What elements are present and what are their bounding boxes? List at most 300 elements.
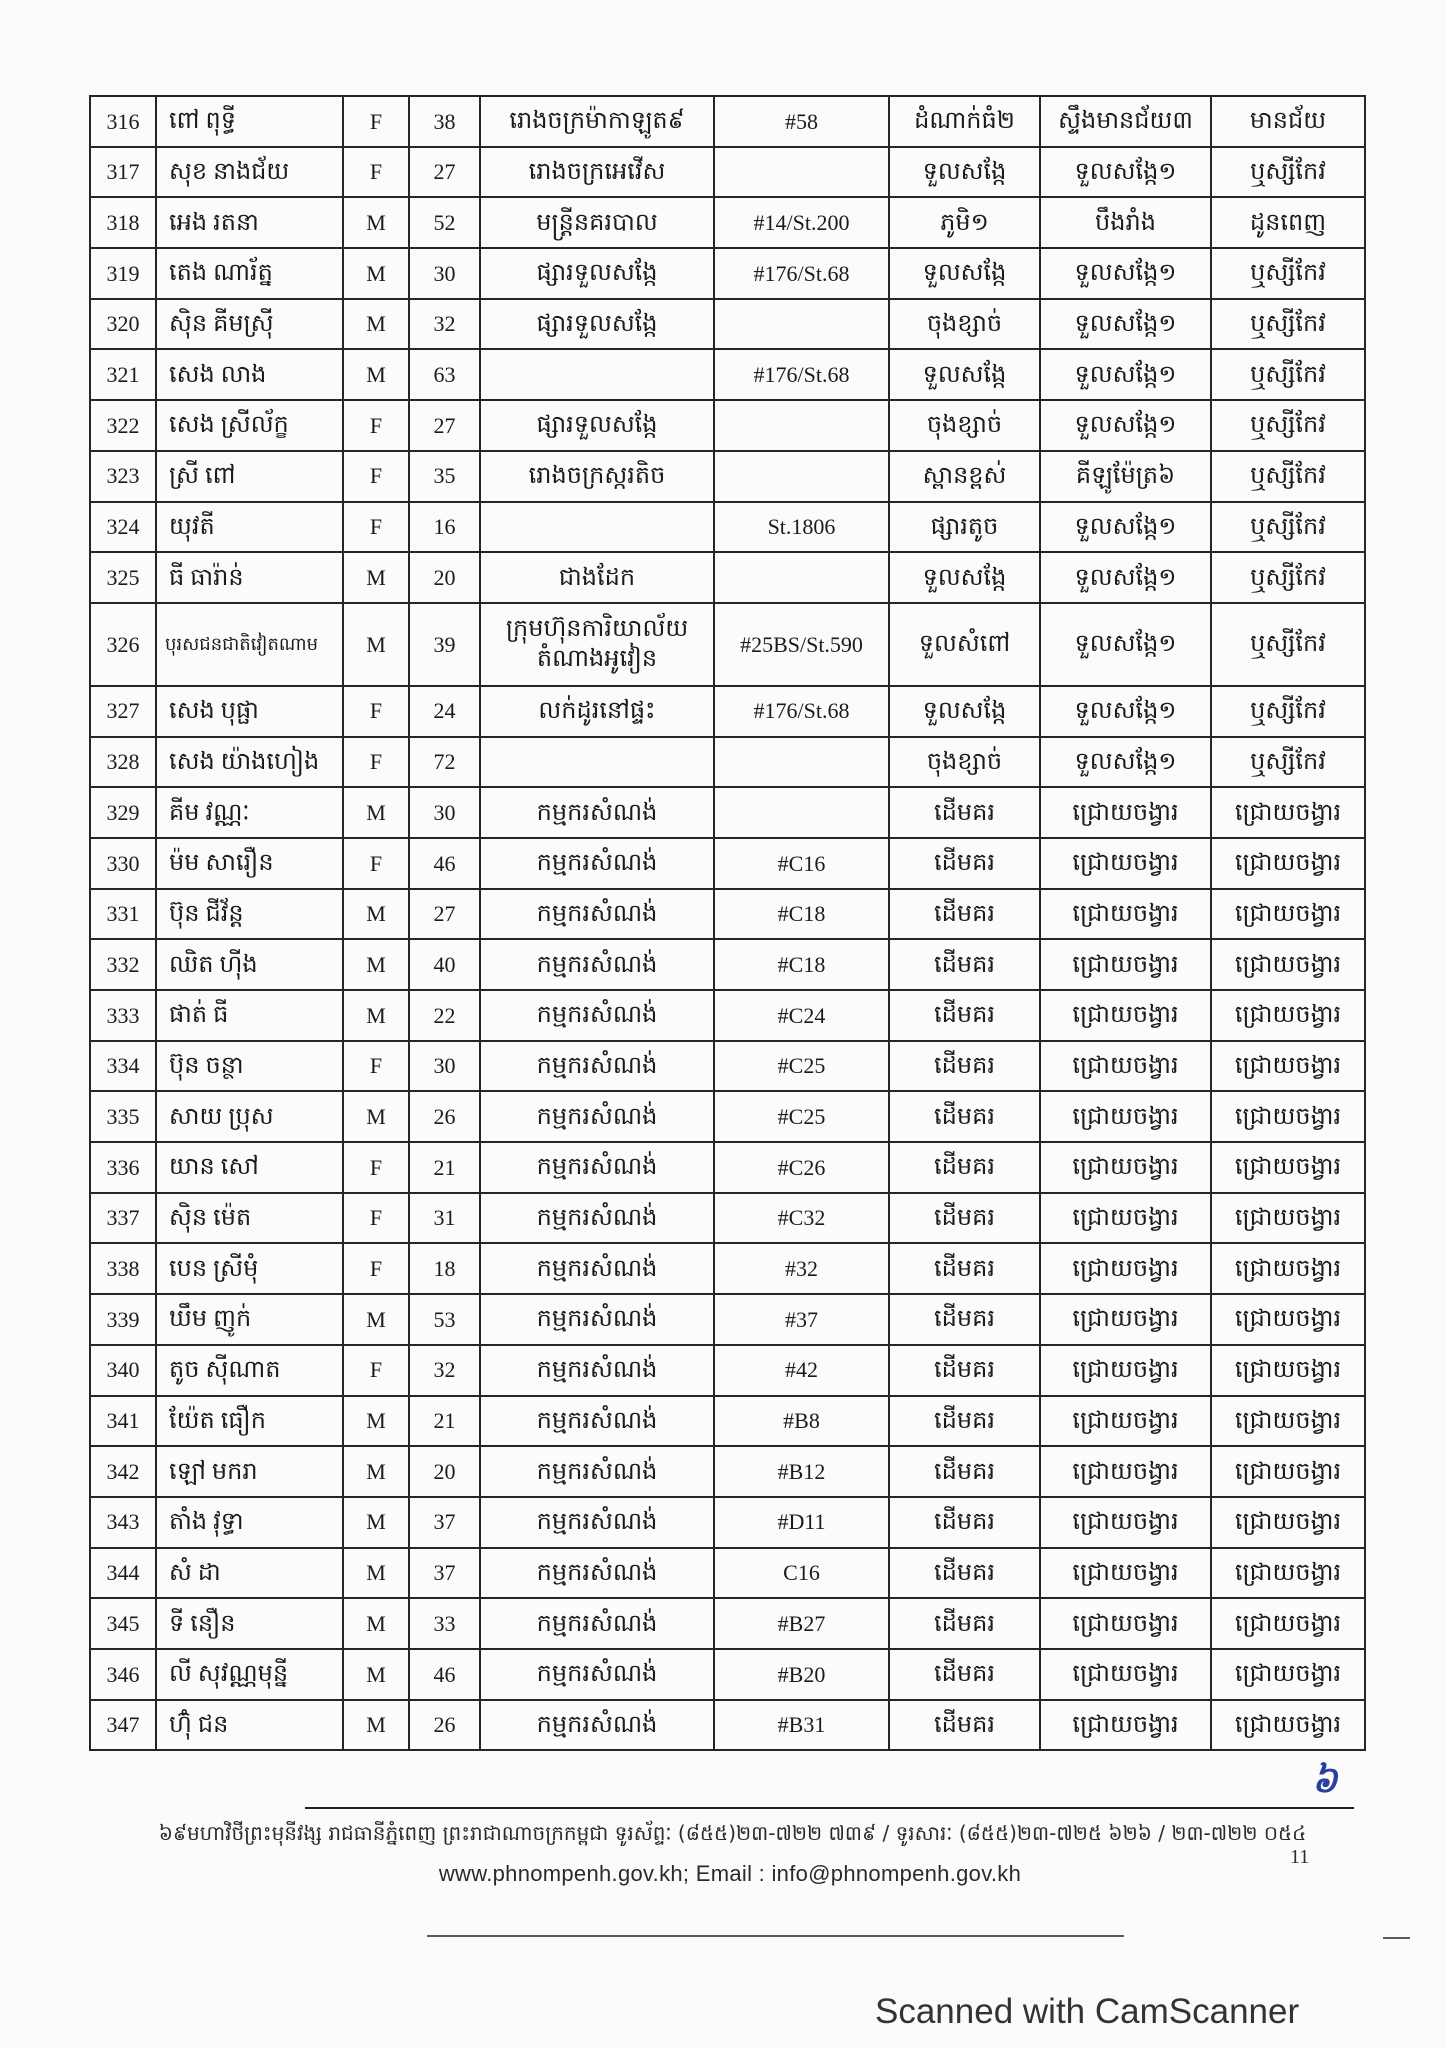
cell-village: ដើមគរ <box>889 990 1040 1041</box>
cell-commune: ទួលសង្កែ១ <box>1040 737 1211 788</box>
cell-sex: F <box>343 1041 409 1092</box>
table-row <box>90 1396 1365 1447</box>
cell-commune: ជ្រោយចង្វារ <box>1040 939 1211 990</box>
cell-house <box>714 147 889 198</box>
cell-occupation: ក្រុមហ៊ុនការិយាល័យ តំណាងអូវៀន <box>480 603 714 686</box>
cell-occupation: រោងចក្រម៉ាកាឡូត៩ <box>480 96 714 147</box>
cell-sex: M <box>343 552 409 603</box>
cell-commune: ជ្រោយចង្វារ <box>1040 1598 1211 1649</box>
cell-commune: ជ្រោយចង្វារ <box>1040 1294 1211 1345</box>
cell-no: 343 <box>90 1497 156 1548</box>
cell-no: 321 <box>90 349 156 400</box>
cell-village: ចុងខ្សាច់ <box>889 299 1040 350</box>
cell-name: សេង យ៉ាងហៀង <box>156 737 343 788</box>
table-row <box>90 552 1365 603</box>
cell-sex: M <box>343 1700 409 1751</box>
cell-district: ជ្រោយចង្វារ <box>1211 1091 1365 1142</box>
cell-no: 340 <box>90 1345 156 1396</box>
cell-name: ផាត់ ធី <box>156 990 343 1041</box>
cell-commune: ជ្រោយចង្វារ <box>1040 1243 1211 1294</box>
cell-no: 327 <box>90 686 156 737</box>
cell-occupation <box>480 349 714 400</box>
cell-sex: F <box>343 147 409 198</box>
cell-commune: ទួលសង្កែ១ <box>1040 502 1211 553</box>
cell-district: ឬស្សីកែវ <box>1211 552 1365 603</box>
table-row <box>90 1446 1365 1497</box>
cell-no: 345 <box>90 1598 156 1649</box>
cell-no: 335 <box>90 1091 156 1142</box>
cell-name: ឈិត ហ៊ីង <box>156 939 343 990</box>
cell-sex: F <box>343 502 409 553</box>
cell-name: ប៊ុន ជីវ័ន្ត <box>156 889 343 940</box>
cell-age: 63 <box>409 349 480 400</box>
cell-house: #C25 <box>714 1041 889 1092</box>
cell-occupation: កម្មករសំណង់ <box>480 1497 714 1548</box>
cell-district: ឬស្សីកែវ <box>1211 299 1365 350</box>
cell-no: 341 <box>90 1396 156 1447</box>
cell-house <box>714 552 889 603</box>
cell-village: ដើមគរ <box>889 1193 1040 1244</box>
cell-age: 30 <box>409 787 480 838</box>
cell-commune: ជ្រោយចង្វារ <box>1040 787 1211 838</box>
cell-village: ដើមគរ <box>889 787 1040 838</box>
cell-village: ដើមគរ <box>889 1649 1040 1700</box>
cell-occupation: រោងចក្រស្ករតិច <box>480 451 714 502</box>
cell-commune: ជ្រោយចង្វារ <box>1040 1041 1211 1092</box>
cell-occupation: កម្មករសំណង់ <box>480 1345 714 1396</box>
cell-age: 39 <box>409 603 480 686</box>
cell-district: ឬស្សីកែវ <box>1211 349 1365 400</box>
table-row <box>90 1548 1365 1599</box>
cell-village: ចុងខ្សាច់ <box>889 400 1040 451</box>
cell-house: #B31 <box>714 1700 889 1751</box>
cell-no: 342 <box>90 1446 156 1497</box>
cell-sex: M <box>343 787 409 838</box>
cell-house: #D11 <box>714 1497 889 1548</box>
cell-sex: M <box>343 990 409 1041</box>
footer-divider <box>305 1807 1354 1809</box>
cell-sex: M <box>343 1649 409 1700</box>
cell-sex: F <box>343 1193 409 1244</box>
cell-no: 346 <box>90 1649 156 1700</box>
cell-commune: ជ្រោយចង្វារ <box>1040 1548 1211 1599</box>
cell-commune: គីឡូម៉ែត្រ៦ <box>1040 451 1211 502</box>
cell-sex: F <box>343 838 409 889</box>
cell-commune: ទួលសង្កែ១ <box>1040 248 1211 299</box>
cell-village: ដើមគរ <box>889 1243 1040 1294</box>
cell-no: 336 <box>90 1142 156 1193</box>
cell-house: #B20 <box>714 1649 889 1700</box>
cell-name: សុខ នាងជ័យ <box>156 147 343 198</box>
cell-age: 35 <box>409 451 480 502</box>
cell-village: ទួលសំពៅ <box>889 603 1040 686</box>
cell-commune: ទួលសង្កែ១ <box>1040 400 1211 451</box>
cell-name: ស៊ិន ម៉េត <box>156 1193 343 1244</box>
cell-occupation: មន្ត្រីនគរបាល <box>480 197 714 248</box>
cell-village: ដើមគរ <box>889 1041 1040 1092</box>
cell-occupation: កម្មករសំណង់ <box>480 1446 714 1497</box>
cell-commune: ជ្រោយចង្វារ <box>1040 1649 1211 1700</box>
cell-district: ជ្រោយចង្វារ <box>1211 1548 1365 1599</box>
cell-commune: ជ្រោយចង្វារ <box>1040 889 1211 940</box>
cell-no: 337 <box>90 1193 156 1244</box>
cell-name: ស៊ិន គីមស្រ៊ី <box>156 299 343 350</box>
cell-age: 16 <box>409 502 480 553</box>
cell-commune: ទួលសង្កែ១ <box>1040 552 1211 603</box>
cell-no: 323 <box>90 451 156 502</box>
cell-house: #B12 <box>714 1446 889 1497</box>
cell-occupation: ផ្សារទួលសង្កែ <box>480 299 714 350</box>
cell-house: #C26 <box>714 1142 889 1193</box>
cell-district: ឬស្សីកែវ <box>1211 603 1365 686</box>
cell-commune: ជ្រោយចង្វារ <box>1040 1091 1211 1142</box>
cell-no: 333 <box>90 990 156 1041</box>
cell-age: 21 <box>409 1396 480 1447</box>
cell-name: យាន សៅ <box>156 1142 343 1193</box>
cell-no: 330 <box>90 838 156 889</box>
cell-name: បេន ស្រីមុំ <box>156 1243 343 1294</box>
cell-sex: F <box>343 737 409 788</box>
table-row <box>90 603 1365 686</box>
cell-sex: M <box>343 1548 409 1599</box>
cell-age: 46 <box>409 1649 480 1700</box>
cell-name: ហ៊ុំ ជន <box>156 1700 343 1751</box>
table-row <box>90 502 1365 553</box>
cell-name: ប៊ុន ចន្ថា <box>156 1041 343 1092</box>
cell-district: ដូនពេញ <box>1211 197 1365 248</box>
cell-occupation: កម្មករសំណង់ <box>480 1294 714 1345</box>
cell-commune: ជ្រោយចង្វារ <box>1040 1446 1211 1497</box>
cell-sex: M <box>343 197 409 248</box>
cell-occupation: កម្មករសំណង់ <box>480 838 714 889</box>
cell-no: 347 <box>90 1700 156 1751</box>
footer-contact: www.phnompenh.gov.kh; Email : info@phnompenh.gov.kh <box>438 1861 1022 1886</box>
cell-district: ឬស្សីកែវ <box>1211 248 1365 299</box>
cell-name: បុរសជនជាតិវៀតណាម <box>156 603 343 686</box>
cell-sex: M <box>343 248 409 299</box>
cell-age: 30 <box>409 248 480 299</box>
cell-name: ឡៅ មករា <box>156 1446 343 1497</box>
cell-occupation: កម្មករសំណង់ <box>480 1091 714 1142</box>
cell-village: ដើមគរ <box>889 1345 1040 1396</box>
table-row <box>90 197 1365 248</box>
cell-sex: F <box>343 1345 409 1396</box>
cell-sex: F <box>343 400 409 451</box>
table-row <box>90 939 1365 990</box>
cell-no: 332 <box>90 939 156 990</box>
table-row <box>90 349 1365 400</box>
cell-no: 319 <box>90 248 156 299</box>
cell-house: #B8 <box>714 1396 889 1447</box>
cell-house: #14/St.200 <box>714 197 889 248</box>
records-table <box>89 95 1366 1751</box>
cell-village: ដើមគរ <box>889 1091 1040 1142</box>
cell-age: 27 <box>409 400 480 451</box>
cell-no: 329 <box>90 787 156 838</box>
cell-district: ឬស្សីកែវ <box>1211 147 1365 198</box>
cell-occupation: កម្មករសំណង់ <box>480 1598 714 1649</box>
cell-name: ទី នឿន <box>156 1598 343 1649</box>
cell-occupation <box>480 502 714 553</box>
cell-age: 31 <box>409 1193 480 1244</box>
cell-name: ពៅ ពុទ្ធី <box>156 96 343 147</box>
table-row <box>90 1598 1365 1649</box>
cell-name: គីម វណ្ណៈ <box>156 787 343 838</box>
cell-age: 32 <box>409 299 480 350</box>
cell-district: ជ្រោយចង្វារ <box>1211 1446 1365 1497</box>
cell-village: ផ្សារតូច <box>889 502 1040 553</box>
cell-village: ដំណាក់ធំ២ <box>889 96 1040 147</box>
cell-age: 38 <box>409 96 480 147</box>
cell-house: #C16 <box>714 838 889 889</box>
table-row <box>90 1497 1365 1548</box>
cell-age: 53 <box>409 1294 480 1345</box>
cell-occupation: កម្មករសំណង់ <box>480 1649 714 1700</box>
cell-occupation: កម្មករសំណង់ <box>480 889 714 940</box>
cell-village: ទួលសង្កែ <box>889 147 1040 198</box>
cell-age: 26 <box>409 1091 480 1142</box>
table-row <box>90 1041 1365 1092</box>
cell-house: #C18 <box>714 889 889 940</box>
cell-village: ភូមិ១ <box>889 197 1040 248</box>
cell-name: តាំង វុទ្ធា <box>156 1497 343 1548</box>
cell-age: 20 <box>409 552 480 603</box>
cell-occupation: កម្មករសំណង់ <box>480 1142 714 1193</box>
table-row <box>90 96 1365 147</box>
cell-sex: M <box>343 1294 409 1345</box>
cell-occupation: រោងចក្រអេវើស <box>480 147 714 198</box>
cell-district: ជ្រោយចង្វារ <box>1211 1497 1365 1548</box>
cell-house: #25BS/St.590 <box>714 603 889 686</box>
cell-name: ធី ធារ៉ាន់ <box>156 552 343 603</box>
cell-name: យុវតី <box>156 502 343 553</box>
cell-district: ជ្រោយចង្វារ <box>1211 1041 1365 1092</box>
cell-age: 27 <box>409 889 480 940</box>
cell-age: 18 <box>409 1243 480 1294</box>
cell-commune: ទួលសង្កែ១ <box>1040 147 1211 198</box>
cell-village: ដើមគរ <box>889 1142 1040 1193</box>
cell-occupation: កម្មករសំណង់ <box>480 1041 714 1092</box>
cell-age: 72 <box>409 737 480 788</box>
table-row <box>90 889 1365 940</box>
bottom-divider-right <box>1383 1937 1410 1939</box>
cell-name: សំ ដា <box>156 1548 343 1599</box>
cell-house <box>714 400 889 451</box>
cell-no: 331 <box>90 889 156 940</box>
cell-age: 33 <box>409 1598 480 1649</box>
table-row <box>90 1091 1365 1142</box>
handwritten-page-mark: ៦ <box>1312 1759 1338 1801</box>
table-row <box>90 1345 1365 1396</box>
cell-village: ចុងខ្សាច់ <box>889 737 1040 788</box>
cell-age: 24 <box>409 686 480 737</box>
table-row <box>90 990 1365 1041</box>
cell-commune: ជ្រោយចង្វារ <box>1040 1396 1211 1447</box>
cell-no: 339 <box>90 1294 156 1345</box>
cell-sex: M <box>343 1598 409 1649</box>
cell-house: #37 <box>714 1294 889 1345</box>
cell-occupation: កម្មករសំណង់ <box>480 1396 714 1447</box>
cell-village: ទួលសង្កែ <box>889 552 1040 603</box>
cell-village: ដើមគរ <box>889 1700 1040 1751</box>
cell-name: សេង បុផ្ផា <box>156 686 343 737</box>
cell-district: ជ្រោយចង្វារ <box>1211 990 1365 1041</box>
table-row <box>90 1142 1365 1193</box>
cell-age: 30 <box>409 1041 480 1092</box>
cell-sex: M <box>343 299 409 350</box>
bottom-divider <box>427 1935 1124 1937</box>
cell-sex: M <box>343 349 409 400</box>
cell-district: ឬស្សីកែវ <box>1211 686 1365 737</box>
cell-occupation: ជាងដែក <box>480 552 714 603</box>
cell-age: 22 <box>409 990 480 1041</box>
cell-no: 325 <box>90 552 156 603</box>
cell-occupation: ផ្សារទួលសង្កែ <box>480 248 714 299</box>
cell-village: ដើមគរ <box>889 1446 1040 1497</box>
footer-address: ៦៩មហាវិថីព្រះមុនីវង្ស រាជធានីភ្នំពេញ ព្រះរាជាណាចក្រកម្ពុជា ទូរស័ព្ទៈ (៨៥៥)២៣-៧២២ ៧៣៩ / ទូរសារៈ (៨៥៥)២៣-៧២៥ ៦២៦ / ២៣-៧២២ ០៥៤ <box>158 1821 1307 1845</box>
cell-village: ដើមគរ <box>889 1548 1040 1599</box>
cell-occupation: កម្មករសំណង់ <box>480 990 714 1041</box>
cell-house <box>714 737 889 788</box>
cell-district: ឬស្សីកែវ <box>1211 400 1365 451</box>
cell-district: ជ្រោយចង្វារ <box>1211 1243 1365 1294</box>
cell-name: ឃឹម ញូក់ <box>156 1294 343 1345</box>
cell-name: ម៉ម សារឿន <box>156 838 343 889</box>
cell-occupation <box>480 737 714 788</box>
cell-age: 46 <box>409 838 480 889</box>
cell-no: 320 <box>90 299 156 350</box>
cell-house: #32 <box>714 1243 889 1294</box>
cell-village: ដើមគរ <box>889 1497 1040 1548</box>
scanner-watermark: Scanned with CamScanner <box>875 1992 1300 2031</box>
cell-district: ជ្រោយចង្វារ <box>1211 787 1365 838</box>
table-row <box>90 737 1365 788</box>
cell-name: សេង ស្រីល័ក្ខ <box>156 400 343 451</box>
cell-village: ស្ពានខ្ពស់ <box>889 451 1040 502</box>
cell-occupation: កម្មករសំណង់ <box>480 1193 714 1244</box>
cell-sex: M <box>343 1497 409 1548</box>
cell-sex: M <box>343 939 409 990</box>
cell-village: ទួលសង្កែ <box>889 349 1040 400</box>
table-row <box>90 147 1365 198</box>
cell-house: St.1806 <box>714 502 889 553</box>
cell-village: ដើមគរ <box>889 1396 1040 1447</box>
table-row <box>90 400 1365 451</box>
cell-age: 27 <box>409 147 480 198</box>
cell-village: ដើមគរ <box>889 889 1040 940</box>
table-row <box>90 299 1365 350</box>
cell-age: 21 <box>409 1142 480 1193</box>
cell-no: 318 <box>90 197 156 248</box>
cell-sex: F <box>343 1243 409 1294</box>
cell-house: #58 <box>714 96 889 147</box>
cell-village: ដើមគរ <box>889 838 1040 889</box>
table-row <box>90 1649 1365 1700</box>
cell-district: ជ្រោយចង្វារ <box>1211 1598 1365 1649</box>
cell-district: ឬស្សីកែវ <box>1211 451 1365 502</box>
cell-occupation: កម្មករសំណង់ <box>480 1243 714 1294</box>
cell-district: ជ្រោយចង្វារ <box>1211 838 1365 889</box>
cell-house: #C18 <box>714 939 889 990</box>
cell-district: ជ្រោយចង្វារ <box>1211 1142 1365 1193</box>
cell-no: 316 <box>90 96 156 147</box>
cell-district: ជ្រោយចង្វារ <box>1211 1294 1365 1345</box>
cell-occupation: លក់ដូរនៅផ្ទះ <box>480 686 714 737</box>
cell-age: 32 <box>409 1345 480 1396</box>
cell-age: 40 <box>409 939 480 990</box>
cell-age: 37 <box>409 1548 480 1599</box>
cell-commune: ស្ទឹងមានជ័យ៣ <box>1040 96 1211 147</box>
cell-village: ដើមគរ <box>889 939 1040 990</box>
cell-house: #176/St.68 <box>714 248 889 299</box>
cell-house <box>714 299 889 350</box>
cell-house <box>714 787 889 838</box>
cell-district: ឬស្សីកែវ <box>1211 737 1365 788</box>
cell-sex: M <box>343 889 409 940</box>
cell-sex: M <box>343 1091 409 1142</box>
cell-commune: ជ្រោយចង្វារ <box>1040 1142 1211 1193</box>
cell-no: 338 <box>90 1243 156 1294</box>
cell-no: 344 <box>90 1548 156 1599</box>
cell-sex: M <box>343 1396 409 1447</box>
page-number: 11 <box>1290 1846 1310 1868</box>
table-row <box>90 1243 1365 1294</box>
table-row <box>90 451 1365 502</box>
cell-village: ទួលសង្កែ <box>889 248 1040 299</box>
cell-no: 334 <box>90 1041 156 1092</box>
cell-house: #B27 <box>714 1598 889 1649</box>
cell-district: ជ្រោយចង្វារ <box>1211 1700 1365 1751</box>
cell-sex: M <box>343 603 409 686</box>
cell-commune: ទួលសង្កែ១ <box>1040 349 1211 400</box>
cell-no: 324 <box>90 502 156 553</box>
cell-occupation: កម្មករសំណង់ <box>480 1700 714 1751</box>
cell-commune: ជ្រោយចង្វារ <box>1040 838 1211 889</box>
cell-commune: ជ្រោយចង្វារ <box>1040 1345 1211 1396</box>
cell-no: 328 <box>90 737 156 788</box>
cell-house: #C24 <box>714 990 889 1041</box>
cell-house: C16 <box>714 1548 889 1599</box>
table-row <box>90 787 1365 838</box>
table-row <box>90 1193 1365 1244</box>
table-body <box>90 96 1365 1750</box>
cell-name: លី សុវណ្ណមុន្នី <box>156 1649 343 1700</box>
cell-sex: F <box>343 451 409 502</box>
cell-district: មានជ័យ <box>1211 96 1365 147</box>
cell-district: ជ្រោយចង្វារ <box>1211 939 1365 990</box>
cell-sex: M <box>343 1446 409 1497</box>
cell-commune: បឹងរាំង <box>1040 197 1211 248</box>
cell-name: ស្រី ពៅ <box>156 451 343 502</box>
table-row <box>90 1700 1365 1751</box>
cell-name: តេង ណារ័ត្ន <box>156 248 343 299</box>
cell-commune: ទួលសង្កែ១ <box>1040 603 1211 686</box>
cell-name: សេង លាង <box>156 349 343 400</box>
cell-sex: F <box>343 1142 409 1193</box>
cell-name: យ៉ែត ធឿក <box>156 1396 343 1447</box>
cell-village: ដើមគរ <box>889 1598 1040 1649</box>
cell-no: 326 <box>90 603 156 686</box>
cell-no: 317 <box>90 147 156 198</box>
cell-district: ជ្រោយចង្វារ <box>1211 1345 1365 1396</box>
cell-district: ជ្រោយចង្វារ <box>1211 1649 1365 1700</box>
cell-name: តូច ស៊ីណាត <box>156 1345 343 1396</box>
table-row <box>90 686 1365 737</box>
cell-sex: F <box>343 686 409 737</box>
cell-village: ដើមគរ <box>889 1294 1040 1345</box>
cell-house <box>714 451 889 502</box>
cell-name: អេង រតនា <box>156 197 343 248</box>
